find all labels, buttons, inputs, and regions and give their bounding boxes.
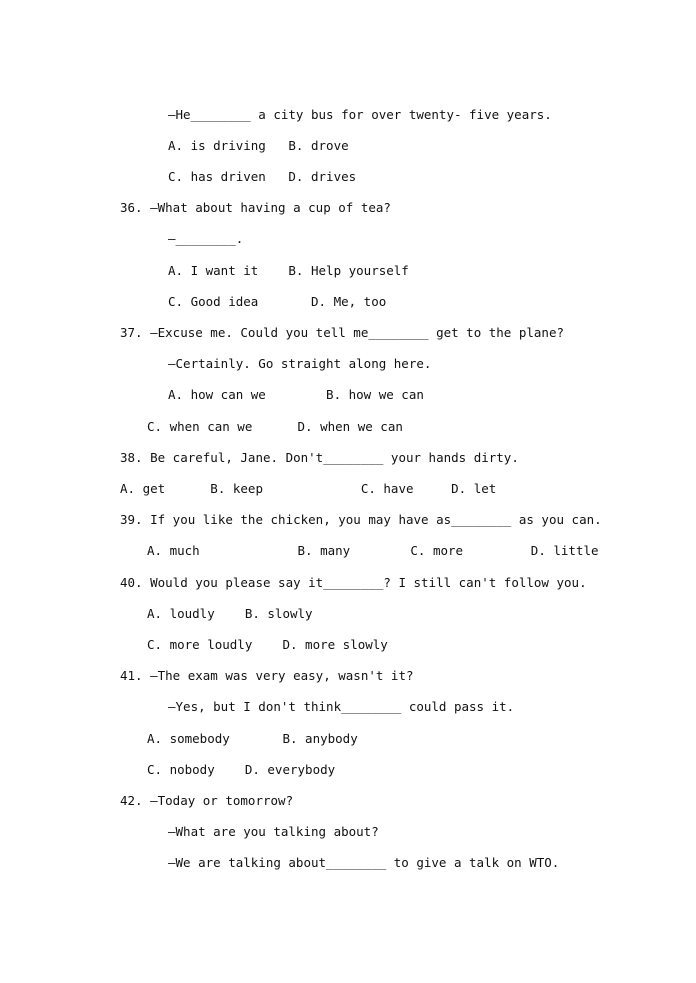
q41-response: —Yes, but I don't think________ could pass it. xyxy=(168,699,515,714)
q36-response: —________. xyxy=(168,231,244,246)
q36-options-cd: C. Good idea D. Me, too xyxy=(168,294,387,309)
q36-stem: 36. —What about having a cup of tea? xyxy=(120,200,391,215)
q35-options-ab: A. is driving B. drove xyxy=(168,138,349,153)
q39-stem: 39. If you like the chicken, you may have as________ as you can. xyxy=(120,512,602,527)
q40-options-ab: A. loudly B. slowly xyxy=(147,606,313,621)
q42-response-2: —We are talking about________ to give a talk on WTO. xyxy=(168,855,560,870)
q41-options-ab: A. somebody B. anybody xyxy=(147,731,358,746)
q37-response: —Certainly. Go straight along here. xyxy=(168,356,432,371)
q38-options: A. get B. keep C. have D. let xyxy=(120,481,497,496)
q37-options-ab: A. how can we B. how we can xyxy=(168,387,424,402)
q37-stem: 37. —Excuse me. Could you tell me________ get to the plane? xyxy=(120,325,565,340)
q35-options-cd: C. has driven D. drives xyxy=(168,169,357,184)
q35-stem: —He________ a city bus for over twenty- five years. xyxy=(168,107,552,122)
q39-options: A. much B. many C. more D. little xyxy=(147,543,599,558)
q36-options-ab: A. I want it B. Help yourself xyxy=(168,263,409,278)
q41-stem: 41. —The exam was very easy, wasn't it? xyxy=(120,668,414,683)
q42-response-1: —What are you talking about? xyxy=(168,824,379,839)
q40-options-cd: C. more loudly D. more slowly xyxy=(147,637,388,652)
q41-options-cd: C. nobody D. everybody xyxy=(147,762,336,777)
q42-stem: 42. —Today or tomorrow? xyxy=(120,793,294,808)
q37-options-cd: C. when can we D. when we can xyxy=(147,419,403,434)
q38-stem: 38. Be careful, Jane. Don't________ your hands dirty. xyxy=(120,450,519,465)
q40-stem: 40. Would you please say it________? I still can't follow you. xyxy=(120,575,587,590)
